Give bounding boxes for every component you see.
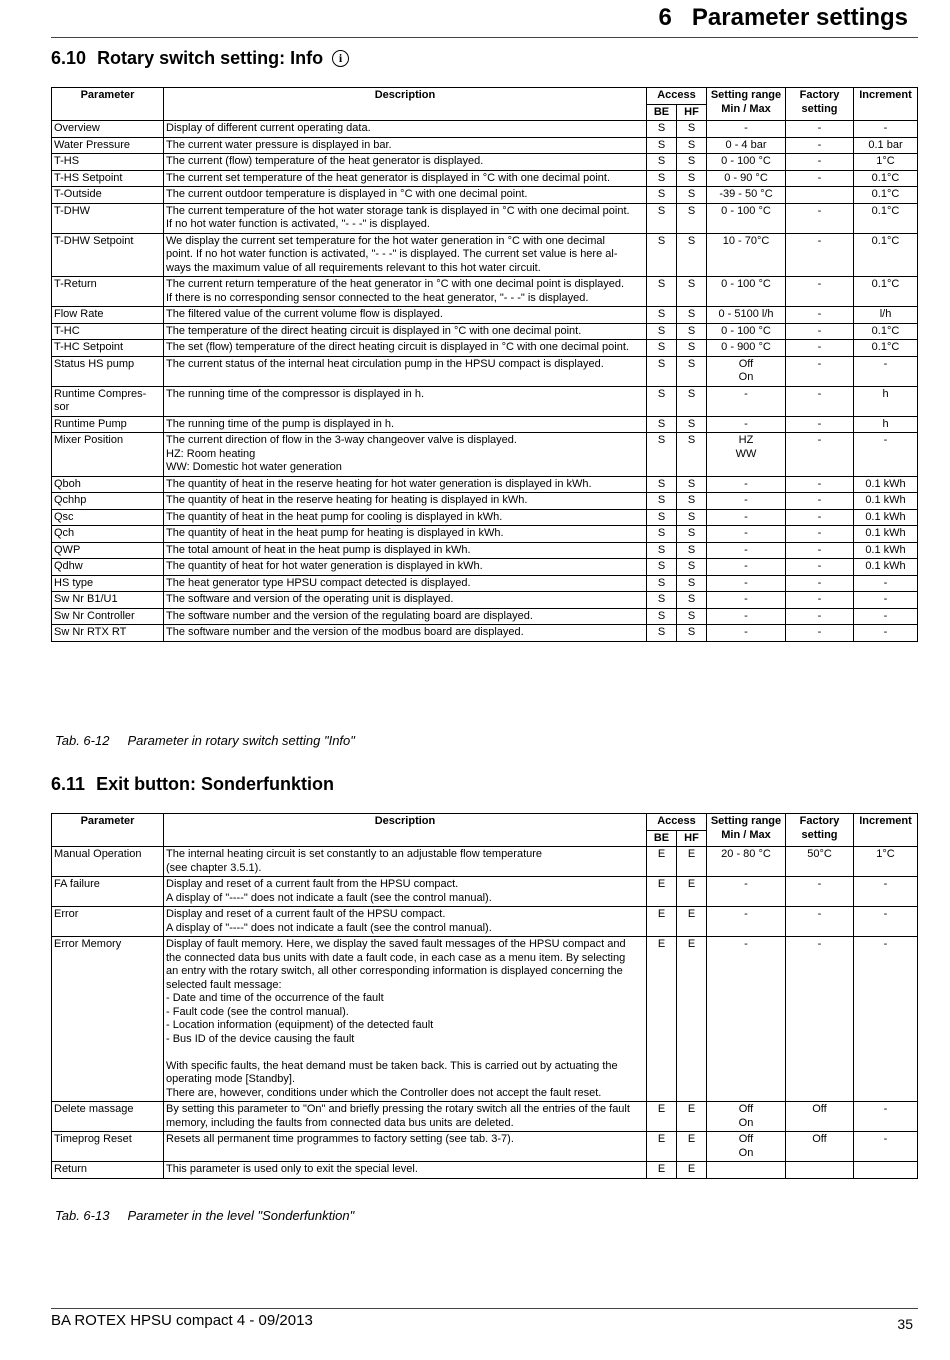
param-cell: T-Return bbox=[52, 277, 164, 307]
description-cell: Resets all permanent time programmes to factory setting (see tab. 3-7). bbox=[164, 1132, 647, 1162]
param-cell: T-DHW bbox=[52, 203, 164, 233]
access-hf-cell: E bbox=[677, 1102, 707, 1132]
setting-range-cell: - bbox=[707, 542, 786, 559]
access-hf-cell: S bbox=[677, 233, 707, 277]
table-caption-info bbox=[55, 733, 355, 748]
description-cell: The current (flow) temperature of the heat generator is displayed. bbox=[164, 154, 647, 171]
table-row bbox=[52, 323, 918, 340]
param-cell: Runtime Pump bbox=[52, 416, 164, 433]
col-header-be: BE bbox=[647, 104, 677, 121]
access-be-cell: S bbox=[647, 340, 677, 357]
description-cell: The software number and the version of the modbus board are displayed. bbox=[164, 625, 647, 642]
table-caption-sonderfunktion bbox=[55, 1208, 354, 1223]
access-hf-cell: S bbox=[677, 575, 707, 592]
factory-setting-cell: - bbox=[786, 416, 854, 433]
description-cell: We display the current set temperature for the hot water generation in °C with one decimal point. If no hot water function is activated, "- - -" is displayed. The current set value is here al- ways the maximum value of all requirements relevant to this hot water circuit. bbox=[164, 233, 647, 277]
access-hf-cell: S bbox=[677, 277, 707, 307]
param-cell: Qch bbox=[52, 526, 164, 543]
increment-cell: 0.1 kWh bbox=[854, 559, 918, 576]
col-header-hf: HF bbox=[677, 830, 707, 847]
setting-range-cell: - bbox=[707, 575, 786, 592]
increment-cell: h bbox=[854, 386, 918, 416]
col-header-factory-setting: Factory setting bbox=[786, 88, 854, 121]
col-header-parameter: Parameter bbox=[52, 88, 164, 121]
factory-setting-cell: Off bbox=[786, 1132, 854, 1162]
col-header-access: Access bbox=[647, 88, 707, 105]
increment-cell: 0.1 kWh bbox=[854, 493, 918, 510]
description-cell: The quantity of heat in the heat pump for heating is displayed in kWh. bbox=[164, 526, 647, 543]
param-cell: Sw Nr Controller bbox=[52, 608, 164, 625]
access-be-cell: E bbox=[647, 937, 677, 1102]
access-hf-cell: S bbox=[677, 416, 707, 433]
description-cell: The temperature of the direct heating circuit is displayed in °C with one decimal point. bbox=[164, 323, 647, 340]
increment-cell: l/h bbox=[854, 307, 918, 324]
footer-document-title: BA ROTEX HPSU compact 4 - 09/2013 bbox=[51, 1312, 313, 1329]
info-icon: i bbox=[332, 50, 349, 67]
increment-cell: 0.1 kWh bbox=[854, 526, 918, 543]
table-row bbox=[52, 386, 918, 416]
factory-setting-cell: - bbox=[786, 608, 854, 625]
factory-setting-cell: - bbox=[786, 592, 854, 609]
access-be-cell: S bbox=[647, 608, 677, 625]
access-be-cell: S bbox=[647, 592, 677, 609]
param-cell: QWP bbox=[52, 542, 164, 559]
col-header-access: Access bbox=[647, 814, 707, 831]
access-hf-cell: S bbox=[677, 323, 707, 340]
description-cell: The current outdoor temperature is displayed in °C with one decimal point. bbox=[164, 187, 647, 204]
description-cell: The current water pressure is displayed in bar. bbox=[164, 137, 647, 154]
setting-range-cell: 20 - 80 °C bbox=[707, 847, 786, 877]
increment-cell: 1°C bbox=[854, 847, 918, 877]
setting-range-cell: 0 - 4 bar bbox=[707, 137, 786, 154]
access-be-cell: S bbox=[647, 356, 677, 386]
setting-range-cell: - bbox=[707, 509, 786, 526]
factory-setting-cell bbox=[786, 187, 854, 204]
table-row bbox=[52, 847, 918, 877]
access-hf-cell: S bbox=[677, 476, 707, 493]
setting-range-cell: Off On bbox=[707, 1102, 786, 1132]
param-cell: Qsc bbox=[52, 509, 164, 526]
description-cell: The quantity of heat in the reserve heating for hot water generation is displayed in kWh. bbox=[164, 476, 647, 493]
access-hf-cell: S bbox=[677, 433, 707, 477]
col-header-setting-range: Setting range Min / Max bbox=[707, 88, 786, 121]
param-cell: Delete massage bbox=[52, 1102, 164, 1132]
description-cell: The internal heating circuit is set constantly to an adjustable flow temperature (see chapter 3.5.1). bbox=[164, 847, 647, 877]
access-be-cell: S bbox=[647, 307, 677, 324]
chapter-header bbox=[659, 4, 908, 32]
access-be-cell: S bbox=[647, 542, 677, 559]
access-be-cell: S bbox=[647, 203, 677, 233]
factory-setting-cell: - bbox=[786, 493, 854, 510]
access-hf-cell: S bbox=[677, 203, 707, 233]
access-hf-cell: E bbox=[677, 847, 707, 877]
table-row bbox=[52, 937, 918, 1102]
access-be-cell: E bbox=[647, 1162, 677, 1179]
factory-setting-cell: - bbox=[786, 559, 854, 576]
factory-setting-cell: - bbox=[786, 323, 854, 340]
chapter-title: Parameter settings bbox=[691, 4, 908, 31]
description-cell: The running time of the pump is displayed in h. bbox=[164, 416, 647, 433]
factory-setting-cell: - bbox=[786, 203, 854, 233]
section-number: 6.11 bbox=[51, 774, 86, 794]
access-be-cell: E bbox=[647, 907, 677, 937]
access-be-cell: E bbox=[647, 1132, 677, 1162]
caption-text: Parameter in the level "Sonderfunktion" bbox=[127, 1208, 355, 1223]
table-row bbox=[52, 340, 918, 357]
table-row bbox=[52, 1132, 918, 1162]
param-cell: Timeprog Reset bbox=[52, 1132, 164, 1162]
access-be-cell: S bbox=[647, 476, 677, 493]
caption-text: Parameter in rotary switch setting "Info" bbox=[127, 733, 355, 748]
factory-setting-cell: - bbox=[786, 877, 854, 907]
table-row bbox=[52, 203, 918, 233]
increment-cell: 0.1°C bbox=[854, 187, 918, 204]
factory-setting-cell: - bbox=[786, 307, 854, 324]
increment-cell: 1°C bbox=[854, 154, 918, 171]
table-row bbox=[52, 509, 918, 526]
param-cell: FA failure bbox=[52, 877, 164, 907]
param-cell: Overview bbox=[52, 121, 164, 138]
setting-range-cell: - bbox=[707, 625, 786, 642]
param-cell: Error bbox=[52, 907, 164, 937]
increment-cell: - bbox=[854, 575, 918, 592]
increment-cell: - bbox=[854, 1132, 918, 1162]
table-row bbox=[52, 187, 918, 204]
description-cell: The heat generator type HPSU compact detected is displayed. bbox=[164, 575, 647, 592]
access-hf-cell: S bbox=[677, 340, 707, 357]
description-cell: The set (flow) temperature of the direct heating circuit is displayed in °C with one decimal point. bbox=[164, 340, 647, 357]
param-cell: Sw Nr RTX RT bbox=[52, 625, 164, 642]
increment-cell: 0.1°C bbox=[854, 233, 918, 277]
col-header-hf: HF bbox=[677, 104, 707, 121]
table-row bbox=[52, 170, 918, 187]
factory-setting-cell: - bbox=[786, 575, 854, 592]
param-cell: Return bbox=[52, 1162, 164, 1179]
description-cell: The quantity of heat in the reserve heating for heating is displayed in kWh. bbox=[164, 493, 647, 510]
access-be-cell: E bbox=[647, 877, 677, 907]
param-cell: Runtime Compres- sor bbox=[52, 386, 164, 416]
setting-range-cell: 0 - 100 °C bbox=[707, 323, 786, 340]
factory-setting-cell: - bbox=[786, 542, 854, 559]
setting-range-cell: 0 - 100 °C bbox=[707, 203, 786, 233]
increment-cell: - bbox=[854, 937, 918, 1102]
param-cell: Error Memory bbox=[52, 937, 164, 1102]
increment-cell: 0.1 kWh bbox=[854, 509, 918, 526]
table-row bbox=[52, 356, 918, 386]
factory-setting-cell: - bbox=[786, 170, 854, 187]
table-row bbox=[52, 121, 918, 138]
access-hf-cell: S bbox=[677, 526, 707, 543]
access-be-cell: S bbox=[647, 416, 677, 433]
description-cell: The quantity of heat for hot water generation is displayed in kWh. bbox=[164, 559, 647, 576]
factory-setting-cell: - bbox=[786, 340, 854, 357]
increment-cell: - bbox=[854, 625, 918, 642]
description-cell: The current return temperature of the heat generator in °C with one decimal point is displayed. If there is no corresponding sensor connected to the heat generator, "- - -" is displayed. bbox=[164, 277, 647, 307]
factory-setting-cell: - bbox=[786, 907, 854, 937]
section-title: Rotary switch setting: Info bbox=[97, 48, 324, 68]
table-row bbox=[52, 1102, 918, 1132]
description-cell: Display and reset of a current fault from the HPSU compact. A display of "----" does not indicate a fault (see the control manual). bbox=[164, 877, 647, 907]
info-parameter-table bbox=[51, 87, 918, 642]
description-cell: The software and version of the operating unit is displayed. bbox=[164, 592, 647, 609]
increment-cell: - bbox=[854, 121, 918, 138]
param-cell: T-Outside bbox=[52, 187, 164, 204]
access-be-cell: S bbox=[647, 121, 677, 138]
factory-setting-cell: Off bbox=[786, 1102, 854, 1132]
header-rule bbox=[51, 37, 918, 38]
setting-range-cell: - bbox=[707, 877, 786, 907]
factory-setting-cell: - bbox=[786, 625, 854, 642]
table-row bbox=[52, 277, 918, 307]
table-row bbox=[52, 559, 918, 576]
access-hf-cell: S bbox=[677, 187, 707, 204]
factory-setting-cell: - bbox=[786, 476, 854, 493]
col-header-increment: Increment bbox=[854, 88, 918, 121]
access-be-cell: S bbox=[647, 170, 677, 187]
setting-range-cell: - bbox=[707, 907, 786, 937]
setting-range-cell: 0 - 90 °C bbox=[707, 170, 786, 187]
col-header-factory-setting: Factory setting bbox=[786, 814, 854, 847]
access-hf-cell: E bbox=[677, 907, 707, 937]
factory-setting-cell bbox=[786, 1162, 854, 1179]
access-hf-cell: S bbox=[677, 608, 707, 625]
caption-label: Tab. 6-13 bbox=[55, 1208, 110, 1223]
description-cell: The current direction of flow in the 3-way changeover valve is displayed. HZ: Room heating WW: Domestic hot water generation bbox=[164, 433, 647, 477]
access-hf-cell: S bbox=[677, 542, 707, 559]
access-be-cell: S bbox=[647, 559, 677, 576]
access-hf-cell: S bbox=[677, 170, 707, 187]
description-cell: By setting this parameter to "On" and briefly pressing the rotary switch all the entries of the fault memory, including the faults from connected data bus units are deleted. bbox=[164, 1102, 647, 1132]
setting-range-cell: -39 - 50 °C bbox=[707, 187, 786, 204]
setting-range-cell: - bbox=[707, 386, 786, 416]
setting-range-cell: 0 - 100 °C bbox=[707, 154, 786, 171]
access-be-cell: S bbox=[647, 277, 677, 307]
increment-cell: - bbox=[854, 356, 918, 386]
access-be-cell: S bbox=[647, 187, 677, 204]
section-heading-info bbox=[51, 48, 349, 69]
access-hf-cell: E bbox=[677, 877, 707, 907]
col-header-parameter: Parameter bbox=[52, 814, 164, 847]
factory-setting-cell: 50°C bbox=[786, 847, 854, 877]
increment-cell: - bbox=[854, 592, 918, 609]
access-hf-cell: S bbox=[677, 625, 707, 642]
access-hf-cell: S bbox=[677, 509, 707, 526]
table-row bbox=[52, 1162, 918, 1179]
param-cell: T-HC bbox=[52, 323, 164, 340]
increment-cell: h bbox=[854, 416, 918, 433]
footer-rule bbox=[51, 1308, 918, 1309]
setting-range-cell: - bbox=[707, 526, 786, 543]
param-cell: Manual Operation bbox=[52, 847, 164, 877]
table-row bbox=[52, 526, 918, 543]
setting-range-cell: 10 - 70°C bbox=[707, 233, 786, 277]
col-header-be: BE bbox=[647, 830, 677, 847]
factory-setting-cell: - bbox=[786, 433, 854, 477]
table-row bbox=[52, 433, 918, 477]
setting-range-cell: - bbox=[707, 121, 786, 138]
factory-setting-cell: - bbox=[786, 277, 854, 307]
access-be-cell: S bbox=[647, 323, 677, 340]
setting-range-cell: - bbox=[707, 476, 786, 493]
col-header-description: Description bbox=[164, 88, 647, 121]
chapter-number: 6 bbox=[658, 4, 672, 31]
access-hf-cell: S bbox=[677, 356, 707, 386]
access-hf-cell: E bbox=[677, 937, 707, 1102]
access-be-cell: S bbox=[647, 386, 677, 416]
access-be-cell: E bbox=[647, 1102, 677, 1132]
factory-setting-cell: - bbox=[786, 356, 854, 386]
param-cell: Mixer Position bbox=[52, 433, 164, 477]
factory-setting-cell: - bbox=[786, 526, 854, 543]
description-cell: Display of fault memory. Here, we display the saved fault messages of the HPSU compact and the connected data bus units with date a fault code, in each case as a menu item. By selecting an entry with the rotary switch, all other corresponding information is displayed concerning the selected fault message: - Date and time of the occurrence of the fault - Fault code (see the control manual). - Location information (equipment) of the detected fault - Bus ID of the device causing the fault With specific faults, the heat demand must be taken back. This is carried out by actuating the operating mode [Standby]. There are, however, conditions under which the Controller does not accept the fault reset. bbox=[164, 937, 647, 1102]
table-row bbox=[52, 608, 918, 625]
table-row bbox=[52, 233, 918, 277]
table-row bbox=[52, 307, 918, 324]
param-cell: Sw Nr B1/U1 bbox=[52, 592, 164, 609]
access-hf-cell: S bbox=[677, 121, 707, 138]
increment-cell: 0.1 kWh bbox=[854, 476, 918, 493]
setting-range-cell: - bbox=[707, 608, 786, 625]
description-cell: The current temperature of the hot water storage tank is displayed in °C with one decimal point. If no hot water function is activated, "- - -" is displayed. bbox=[164, 203, 647, 233]
setting-range-cell: - bbox=[707, 416, 786, 433]
description-cell: The current status of the internal heat circulation pump in the HPSU compact is displayed. bbox=[164, 356, 647, 386]
table-row bbox=[52, 137, 918, 154]
page-number: 35 bbox=[897, 1316, 913, 1332]
section-title: Exit button: Sonderfunktion bbox=[96, 774, 335, 794]
setting-range-cell: HZ WW bbox=[707, 433, 786, 477]
description-cell: The running time of the compressor is displayed in h. bbox=[164, 386, 647, 416]
description-cell: The filtered value of the current volume flow is displayed. bbox=[164, 307, 647, 324]
table-row bbox=[52, 575, 918, 592]
access-hf-cell: E bbox=[677, 1162, 707, 1179]
table-row bbox=[52, 877, 918, 907]
section-heading-sonderfunktion bbox=[51, 774, 334, 795]
factory-setting-cell: - bbox=[786, 937, 854, 1102]
table-row bbox=[52, 476, 918, 493]
setting-range-cell: Off On bbox=[707, 356, 786, 386]
increment-cell: - bbox=[854, 1102, 918, 1132]
setting-range-cell: - bbox=[707, 592, 786, 609]
access-be-cell: S bbox=[647, 575, 677, 592]
access-hf-cell: S bbox=[677, 386, 707, 416]
access-hf-cell: S bbox=[677, 559, 707, 576]
increment-cell: - bbox=[854, 608, 918, 625]
increment-cell: 0.1°C bbox=[854, 170, 918, 187]
access-hf-cell: S bbox=[677, 493, 707, 510]
param-cell: Status HS pump bbox=[52, 356, 164, 386]
increment-cell bbox=[854, 1162, 918, 1179]
access-be-cell: E bbox=[647, 847, 677, 877]
increment-cell: 0.1 bar bbox=[854, 137, 918, 154]
param-cell: Qboh bbox=[52, 476, 164, 493]
param-cell: Water Pressure bbox=[52, 137, 164, 154]
param-cell: T-DHW Setpoint bbox=[52, 233, 164, 277]
param-cell: T-HS bbox=[52, 154, 164, 171]
access-be-cell: S bbox=[647, 137, 677, 154]
description-cell: The quantity of heat in the heat pump for cooling is displayed in kWh. bbox=[164, 509, 647, 526]
setting-range-cell: 0 - 5100 l/h bbox=[707, 307, 786, 324]
access-be-cell: S bbox=[647, 526, 677, 543]
table-row bbox=[52, 542, 918, 559]
table-row bbox=[52, 493, 918, 510]
increment-cell: 0.1 kWh bbox=[854, 542, 918, 559]
access-be-cell: S bbox=[647, 509, 677, 526]
setting-range-cell bbox=[707, 1162, 786, 1179]
description-cell: The software number and the version of the regulating board are displayed. bbox=[164, 608, 647, 625]
description-cell: The total amount of heat in the heat pump is displayed in kWh. bbox=[164, 542, 647, 559]
access-be-cell: S bbox=[647, 625, 677, 642]
access-hf-cell: E bbox=[677, 1132, 707, 1162]
setting-range-cell: 0 - 900 °C bbox=[707, 340, 786, 357]
table-row bbox=[52, 416, 918, 433]
access-be-cell: S bbox=[647, 154, 677, 171]
param-cell: Qchhp bbox=[52, 493, 164, 510]
table-row bbox=[52, 907, 918, 937]
increment-cell: 0.1°C bbox=[854, 203, 918, 233]
setting-range-cell: - bbox=[707, 937, 786, 1102]
access-hf-cell: S bbox=[677, 592, 707, 609]
access-be-cell: S bbox=[647, 433, 677, 477]
access-hf-cell: S bbox=[677, 137, 707, 154]
access-be-cell: S bbox=[647, 493, 677, 510]
param-cell: HS type bbox=[52, 575, 164, 592]
setting-range-cell: - bbox=[707, 493, 786, 510]
increment-cell: - bbox=[854, 433, 918, 477]
table-row bbox=[52, 625, 918, 642]
increment-cell: - bbox=[854, 907, 918, 937]
setting-range-cell: 0 - 100 °C bbox=[707, 277, 786, 307]
factory-setting-cell: - bbox=[786, 121, 854, 138]
description-cell: Display and reset of a current fault of the HPSU compact. A display of "----" does not indicate a fault (see the control manual). bbox=[164, 907, 647, 937]
description-cell: Display of different current operating data. bbox=[164, 121, 647, 138]
increment-cell: 0.1°C bbox=[854, 323, 918, 340]
setting-range-cell: Off On bbox=[707, 1132, 786, 1162]
param-cell: Qdhw bbox=[52, 559, 164, 576]
factory-setting-cell: - bbox=[786, 386, 854, 416]
col-header-setting-range: Setting range Min / Max bbox=[707, 814, 786, 847]
factory-setting-cell: - bbox=[786, 233, 854, 277]
description-cell: This parameter is used only to exit the special level. bbox=[164, 1162, 647, 1179]
col-header-increment: Increment bbox=[854, 814, 918, 847]
setting-range-cell: - bbox=[707, 559, 786, 576]
param-cell: T-HS Setpoint bbox=[52, 170, 164, 187]
caption-label: Tab. 6-12 bbox=[55, 733, 110, 748]
col-header-description: Description bbox=[164, 814, 647, 847]
factory-setting-cell: - bbox=[786, 154, 854, 171]
factory-setting-cell: - bbox=[786, 137, 854, 154]
table-row bbox=[52, 592, 918, 609]
increment-cell: - bbox=[854, 877, 918, 907]
access-hf-cell: S bbox=[677, 307, 707, 324]
increment-cell: 0.1°C bbox=[854, 340, 918, 357]
param-cell: T-HC Setpoint bbox=[52, 340, 164, 357]
access-hf-cell: S bbox=[677, 154, 707, 171]
factory-setting-cell: - bbox=[786, 509, 854, 526]
table-row bbox=[52, 154, 918, 171]
description-cell: The current set temperature of the heat generator is displayed in °C with one decimal point. bbox=[164, 170, 647, 187]
section-number: 6.10 bbox=[51, 48, 87, 68]
increment-cell: 0.1°C bbox=[854, 277, 918, 307]
sonderfunktion-parameter-table bbox=[51, 813, 918, 1179]
access-be-cell: S bbox=[647, 233, 677, 277]
param-cell: Flow Rate bbox=[52, 307, 164, 324]
